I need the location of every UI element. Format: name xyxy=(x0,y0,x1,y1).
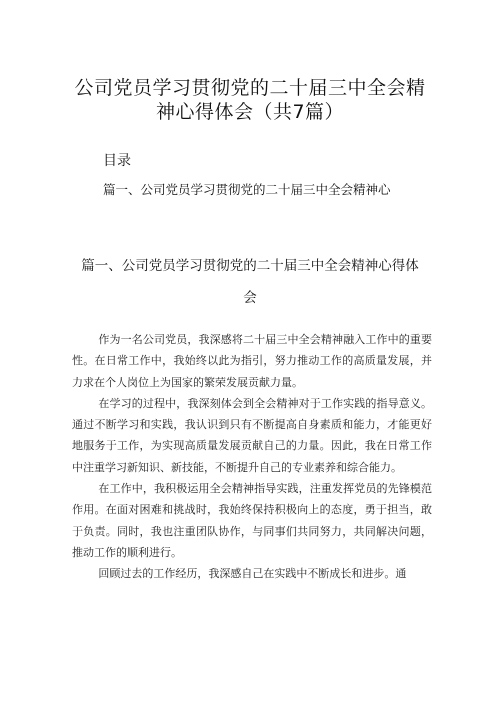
body-text xyxy=(72,329,432,585)
paragraph: 在学习的过程中，我深刻体会到全会精神对于工作实践的指导意义。通过不断学习和实践，我认识到只有不断提高自身素质和能力，才能更好地服务于工作，为实现高质量发展贡献自己的力量。因此，我在日常工作中注重学习新知识、新技能，不断提升自己的专业素养和综合能力。 xyxy=(72,396,432,474)
section-title-line-1: 篇一、公司党员学习贯彻党的二十届三中全会精神心得体 xyxy=(81,258,419,274)
section-title-line-2: 会 xyxy=(243,290,257,306)
document-title xyxy=(60,76,440,124)
paragraph: 作为一名公司党员，我深感将二十届三中全会精神融入工作中的重要性。在日常工作中，我始终以此为指引，努力推动工作的高质量发展，并力求在个人岗位上为国家的繁荣发展贡献力量。 xyxy=(72,333,432,389)
paragraph: 在工作中，我积极运用全会精神指导实践，注重发挥党员的先锋模范作用。在面对困难和挑战时，我始终保持积极向上的态度，勇于担当，敢于负责。同时，我也注重团队协作，与同事们共同努力，共同解决问题，推动工作的顺利进行。 xyxy=(72,482,432,559)
paragraph: 回顾过去的工作经历，我深感自己在实践中不断成长和进步。通 xyxy=(98,567,407,581)
section-title xyxy=(60,250,440,314)
document-title-line-1: 公司党员学习贯彻党的二十届三中全会精 xyxy=(74,77,426,99)
toc-item[interactable]: 篇一、公司党员学习贯彻党的二十届三中全会精神心 xyxy=(103,182,391,197)
document-title-line-2: 神心得体会（共7篇） xyxy=(155,101,345,123)
toc-heading: 目录 xyxy=(103,153,131,169)
